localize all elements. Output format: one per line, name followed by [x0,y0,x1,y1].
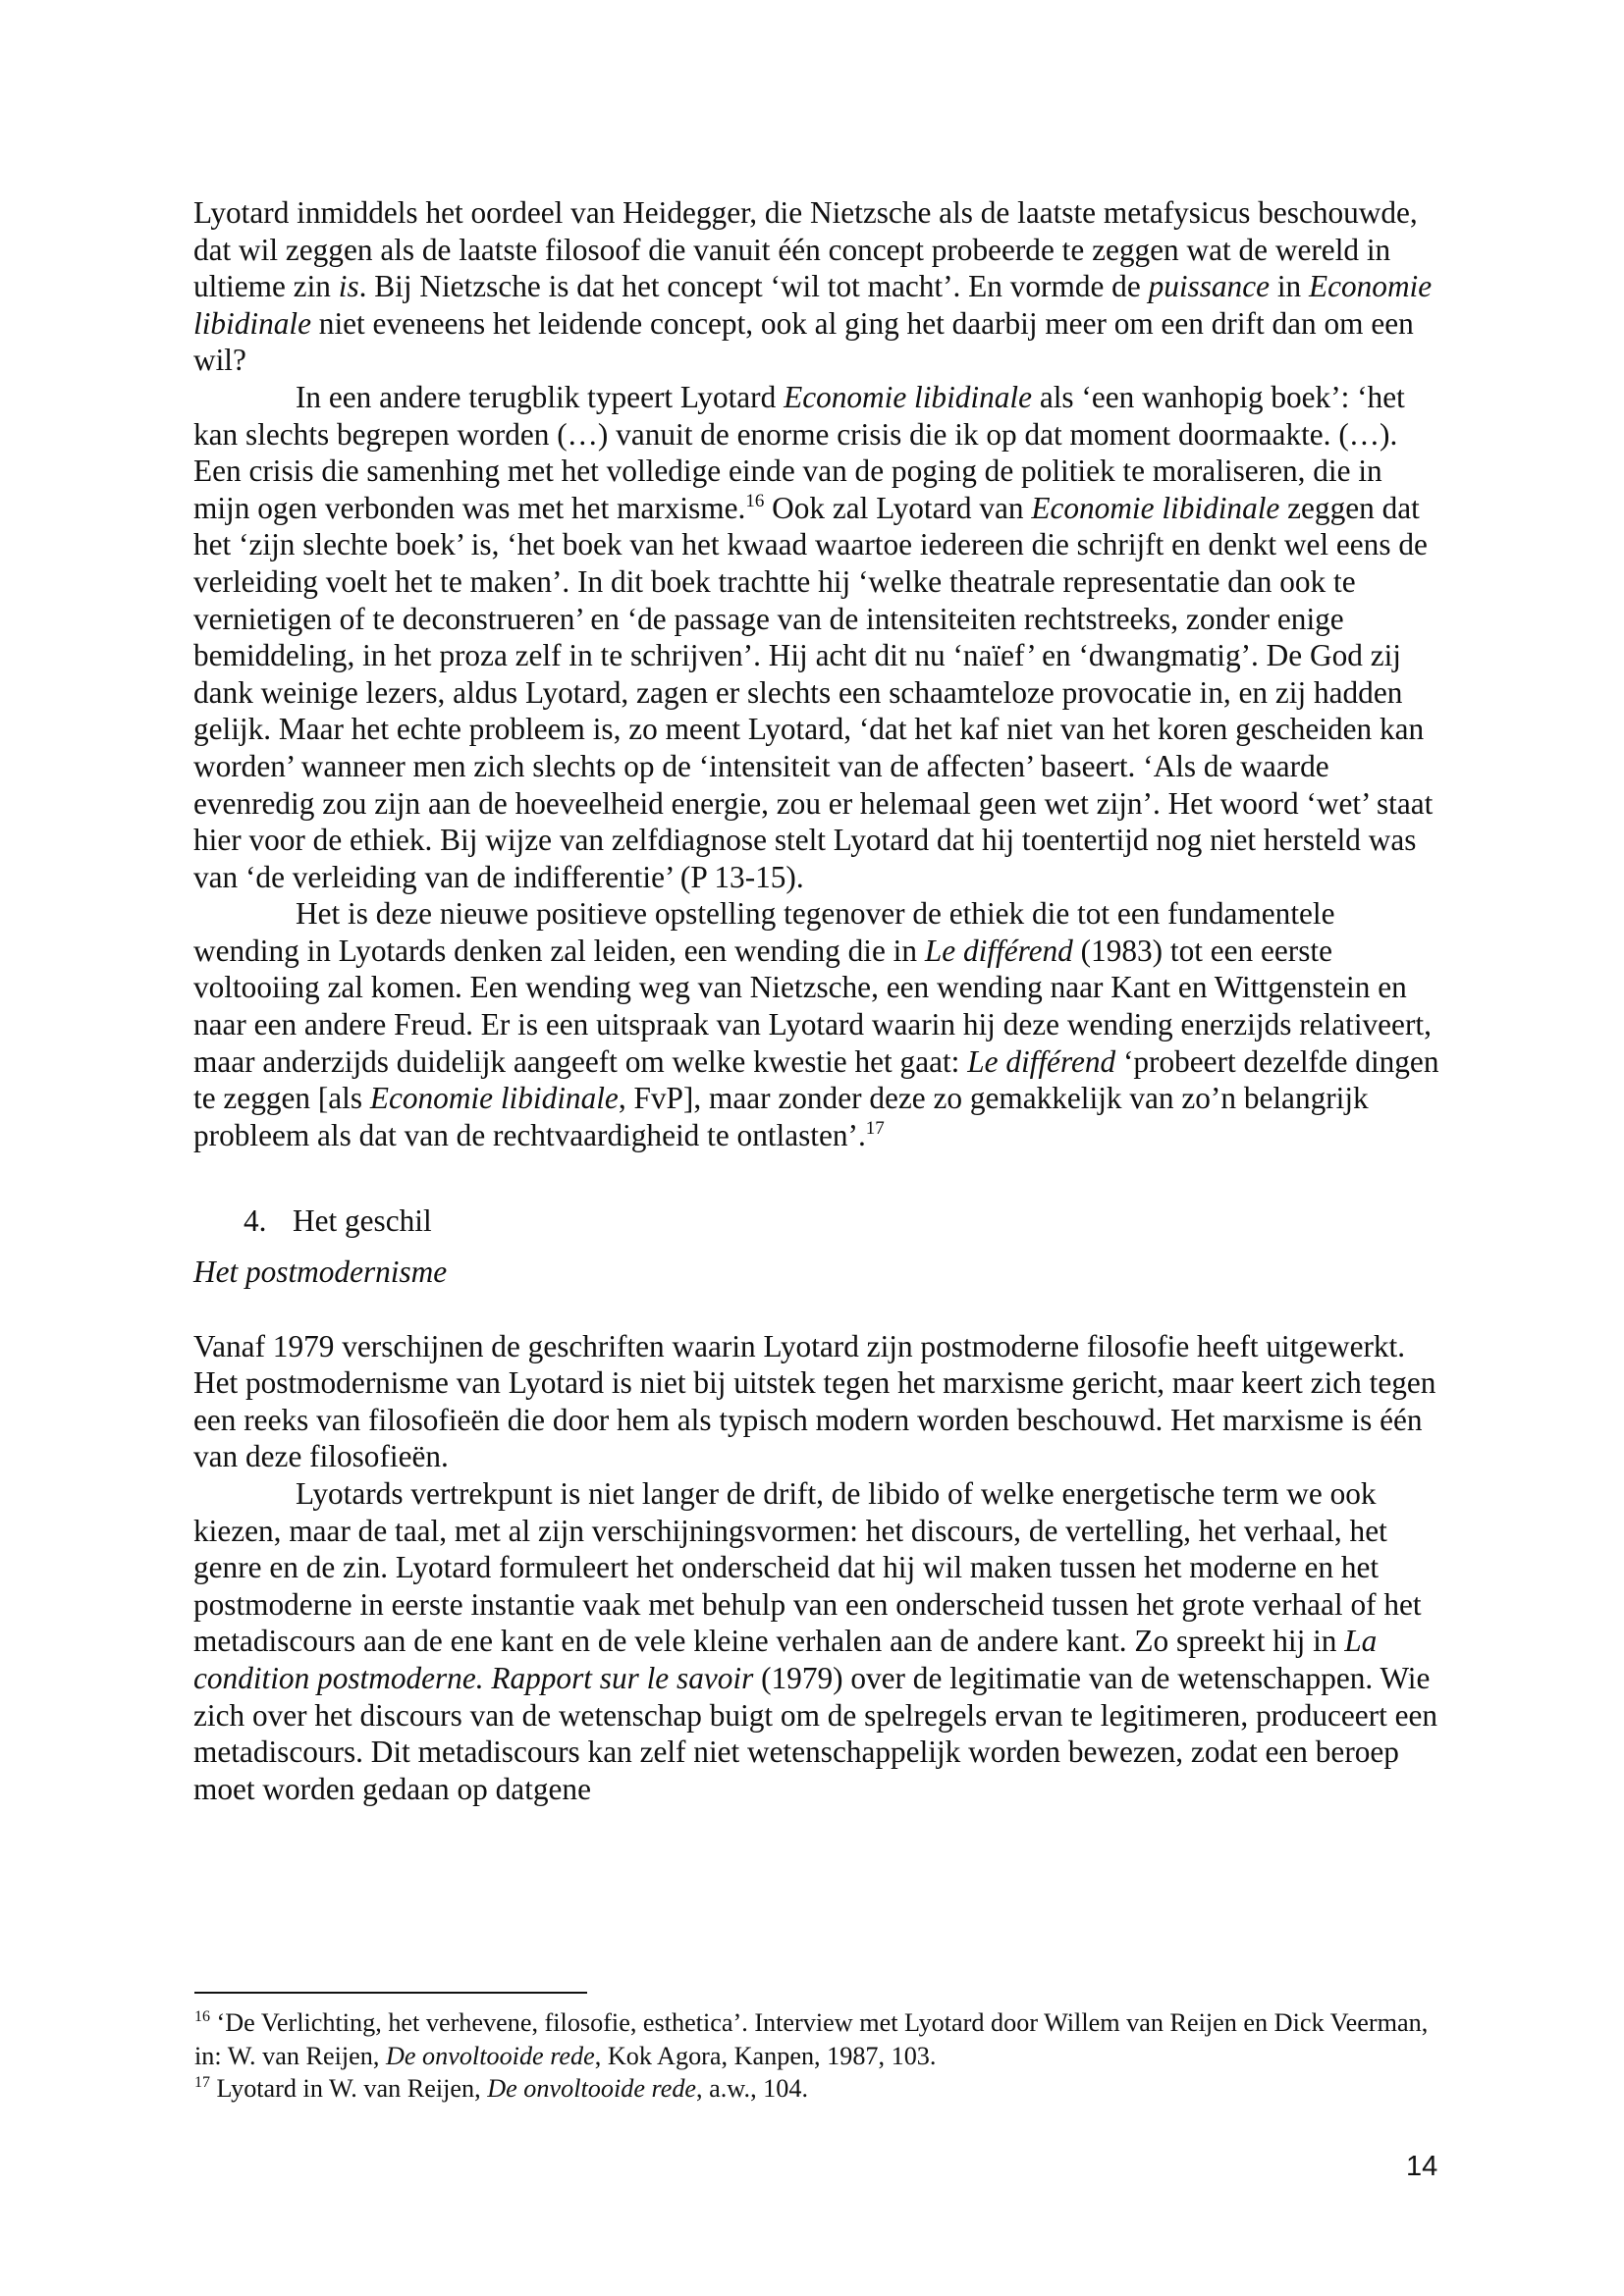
paragraph-1 [193,194,1440,379]
text-run: , a.w., 104. [696,2074,808,2103]
text-run: ‘probeert dezelfde dingen te zeggen [als [193,1043,1439,1116]
text-run: ‘De Verlichting, het verhevene, filosofie, esthetica’. Interview met Lyotard door Willem van Reijen en Dick Veerman, in: W. van Reijen, [194,2008,1429,2070]
paragraph-2 [193,379,1440,895]
italic-run: De onvoltooide rede [385,2041,595,2070]
italic-run: Economie libidinale [1031,490,1280,525]
footnote-ref-16[interactable]: 16 [745,490,765,511]
text-run: . Bij Nietzsche is dat het concept ‘wil tot macht’. En vormde de [358,269,1149,304]
text-run: Lyotard inmiddels het oordeel van Heidegger, die Nietzsche als de laatste metafysicus beschouwde, dat wil zeggen als de laatste filosoof die vanuit één concept probeerde te zeggen wat de wereld in ultieme zin [193,195,1418,304]
italic-run: Economie libidinale [193,269,1433,341]
footnote-ref-17[interactable]: 17 [865,1117,885,1139]
italic-run: puissance [1148,269,1270,304]
section-title: Het geschil [293,1203,432,1239]
section-spacer [193,1153,1440,1202]
footnote-16 [194,2006,1441,2072]
text-run: Het is deze nieuwe positieve opstelling tegenover de ethiek die tot een fundamentele wending in Lyotards denken zal leiden, een wending die in [193,896,1335,968]
italic-run: La condition postmoderne. Rapport sur le savoir [193,1624,1378,1695]
text-run: niet eveneens het leidende concept, ook al ging het daarbij meer om een drift dan om een wil? [193,305,1414,378]
italic-run: De onvoltooide rede [487,2074,697,2103]
paragraph-5 [193,1475,1440,1807]
text-run: , Kok Agora, Kanpen, 1987, 103. [594,2041,937,2070]
text-run: Ook zal Lyotard van [764,490,1032,525]
italic-run: Le différend [967,1043,1116,1079]
section-number: 4. [244,1203,267,1239]
footnote-number: 17 [194,2074,210,2091]
text-run: als ‘een wanhopig boek’: ‘het kan slechts begrepen worden (…) vanuit de enorme crisis die ik op dat moment doormaakte. (…). Een crisis die samenhing met het volledige einde van de poging de politiek te moraliseren, die in mijn ogen verbonden was met het marxisme. [193,379,1405,525]
text-run: (1979) over de legitimatie van de wetenschappen. Wie zich over het discours van de wetenschap buigt om de spelregels ervan te legitimeren, produceert een metadiscours. Dit metadiscours kan zelf niet wetenschappelijk worden bewezen, zodat een beroep moet worden gedaan op datgene [193,1660,1438,1806]
footnote-number: 16 [194,2008,210,2025]
italic-run: Le différend [924,933,1073,968]
subsection-title: Het postmodernisme [193,1255,448,1290]
italic-run: Economie libidinale [369,1081,619,1116]
page-number: 14 [1406,2151,1438,2182]
text-run: In een andere terugblik typeert Lyotard [296,379,785,414]
body-text [193,194,1440,1807]
text-run: , FvP], maar zonder deze zo gemakkelijk van zo’n belangrijk probleem als dat van de rechtvaardigheid te ontlasten’. [193,1081,1369,1152]
text-run: (1983) tot een eerste voltooiing zal komen. Een wending weg van Nietzsche, een wending naar Kant en Wittgenstein en naar een andere Freud. Er is een uitspraak van Lyotard waarin hij deze wending enerzijds relativeert, maar anderzijds duidelijk aangeeft om welke kwestie het gaat: [193,933,1432,1079]
paragraph-4: Vanaf 1979 verschijnen de geschriften waarin Lyotard zijn postmoderne filosofie heeft uitgewerkt. Het postmodernisme van Lyotard is niet bij uitstek tegen het marxisme gericht, maar keert zich tegen een reeks van filosofieën die door hem als typisch modern worden beschouwd. Het marxisme is één van deze filosofieën. [193,1328,1436,1474]
italic-run: is [338,269,359,304]
text-run: Lyotard in W. van Reijen, [210,2074,488,2103]
text-run: Lyotards vertrekpunt is niet langer de drift, de libido of welke energetische term we ook kiezen, maar de taal, met al zijn verschijningsvormen: het discours, de vertelling, het verhaal, het genre en de zin. Lyotard formuleert het onderscheid dat hij wil maken tussen het moderne en het postmoderne in eerste instantie vaak met behulp van een onderscheid tussen het grote verhaal of het metadiscours aan de ene kant en de vele kleine verhalen aan de andere kant. Zo spreekt hij in [193,1476,1422,1659]
text-run: in [1270,269,1309,304]
text-run: zeggen dat het ‘zijn slechte boek’ is, ‘het boek van het kwaad waartoe iedereen die schrijft en denkt wel eens de verleiding voelt het te maken’. In dit boek trachtte hij ‘welke theatrale representatie dan ook te vernietigen of te deconstrueren’ en ‘de passage van de intensiteiten rechtstreeks, zonder enige bemiddeling, in het proza zelf in te schrijven’. Hij acht dit nu ‘naïef’ en ‘dwangmatig’. De God zij dank weinige lezers, aldus Lyotard, zagen er slechts een schaamteloze provocatie in, en zij hadden gelijk. Maar het echte probleem is, zo meent Lyotard, ‘dat het kaf niet van het koren gescheiden kan worden’ wanneer men zich slechts op de ‘intensiteit van de affecten’ baseert. ‘Als de waarde evenredig zou zijn aan de hoeveelheid energie, zou er helemaal geen wet zijn’. Het woord ‘wet’ staat hier voor de ethiek. Bij wijze van zelfdiagnose stelt Lyotard dat hij toentertijd nog niet hersteld was van ‘de verleiding van de indifferentie’ (P 13-15). [193,490,1434,894]
paragraph-3 [193,895,1440,1153]
italic-run: Economie libidinale [784,379,1033,414]
section-heading [193,1202,1440,1240]
footnote-17 [194,2072,1441,2106]
footnote-separator [194,1992,587,1994]
footnotes [194,2006,1441,2106]
